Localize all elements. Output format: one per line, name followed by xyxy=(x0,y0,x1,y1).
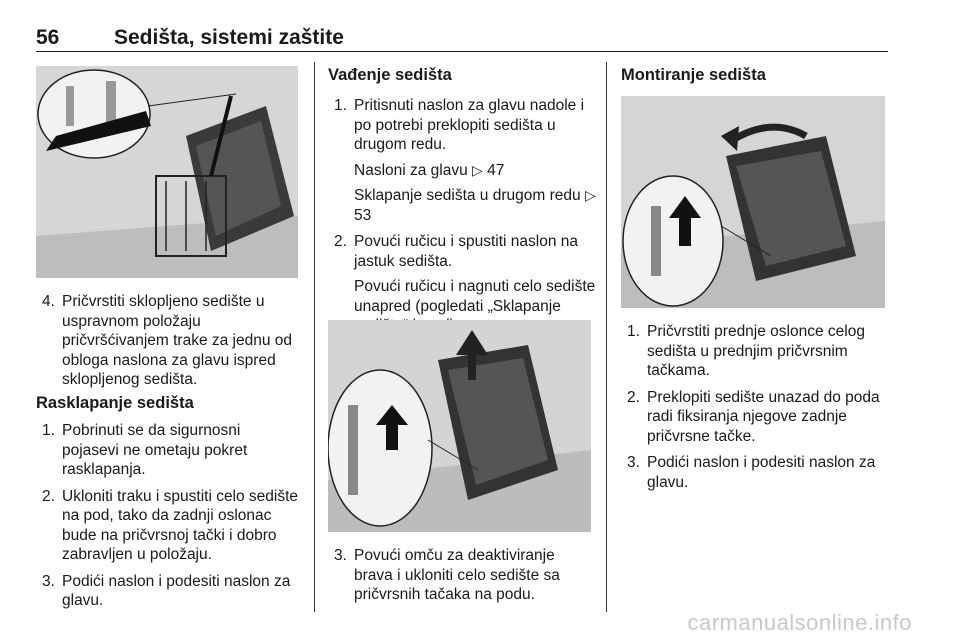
steps-remove-seat-continued xyxy=(334,546,596,612)
list-item xyxy=(627,322,889,381)
reference-text: Sklapanje sedišta u drugom redu xyxy=(354,187,581,204)
list-item xyxy=(42,487,300,565)
illustration-seat-strapped-upright xyxy=(36,66,298,278)
column-divider-right xyxy=(606,62,607,612)
steps-strap-seat xyxy=(42,292,300,397)
header-rule xyxy=(36,51,888,52)
step-note: Povući ručicu i nagnuti celo sedište unapred (pogledati „Sklapanje xyxy=(354,278,596,315)
page-reference-arrow-icon: ▷ xyxy=(472,161,483,178)
section-title-unfold: Rasklapanje sedišta xyxy=(36,394,194,412)
list-item xyxy=(627,453,889,492)
section-title-install: Montiranje sedišta xyxy=(621,66,766,84)
section-title-remove: Vađenje sedišta xyxy=(328,66,452,84)
step-text: Podići naslon i podesiti naslon za glavu. xyxy=(62,572,291,609)
reference-page: 53 xyxy=(354,206,372,224)
step-number: 3. xyxy=(627,454,640,471)
illustration-release-loop xyxy=(328,320,591,532)
list-item xyxy=(42,421,300,480)
steps-install-seat xyxy=(627,322,889,499)
step-text: Povući ručicu i spustiti naslon na jastuk sedišta. xyxy=(354,233,579,270)
page-number: 56 xyxy=(36,26,60,49)
step-number: 2. xyxy=(334,233,347,250)
page-header xyxy=(36,26,884,54)
step-text: Pričvrstiti prednje oslonce celog sedišta u prednjim pričvrsnim tačkama. xyxy=(647,323,865,379)
column-divider-left xyxy=(314,62,315,612)
step-text: Pritisnuti naslon za glavu nadole i po potrebi preklopiti sedišta u drugom redu. xyxy=(354,97,585,153)
step-text: Ukloniti traku i spustiti celo sedište na pod, tako da zadnji oslonac bude na pričvrsnoj tački i dobro zabravljen u položaju. xyxy=(62,487,299,563)
list-item xyxy=(627,388,889,447)
reference-text: Nasloni za glavu xyxy=(354,161,468,179)
step-number: 2. xyxy=(627,388,640,406)
list-item xyxy=(42,572,300,611)
watermark: carmanualsonline.info xyxy=(687,610,912,635)
step-number: 3. xyxy=(42,572,55,590)
cross-reference[interactable] xyxy=(354,161,596,181)
step-text: Preklopiti sedište unazad do poda radi fiksiranja njegove zadnje pričvrsne tačke. xyxy=(647,388,880,445)
steps-unfold-seat xyxy=(42,421,300,618)
step-number: 3. xyxy=(334,547,347,564)
step-number: 2. xyxy=(42,487,55,505)
steps-remove-seat xyxy=(334,96,596,343)
step-number: 1. xyxy=(627,323,640,340)
cross-reference[interactable] xyxy=(354,186,596,225)
step-text: Pobrinuti se da sigurnosni pojasevi ne ometaju pokret rasklapanja. xyxy=(62,422,248,478)
reference-page: 47 xyxy=(487,161,505,179)
step-text: Povući omču za deaktiviranje brava i ukloniti celo sedište sa pričvrsnih tačaka na podu. xyxy=(354,547,560,603)
step-number: 1. xyxy=(334,97,347,114)
step-text: Podići naslon i podesiti naslon za glavu. xyxy=(647,454,876,491)
step-number: 4. xyxy=(42,293,55,310)
list-item xyxy=(334,96,596,225)
list-item xyxy=(42,292,300,390)
illustration-install-seat xyxy=(621,96,885,308)
page-title: Sedišta, sistemi zaštite xyxy=(114,26,344,49)
step-number: 1. xyxy=(42,422,55,439)
list-item xyxy=(334,546,596,605)
page-reference-arrow-icon: ▷ xyxy=(584,187,596,203)
step-text: Pričvrstiti sklopljeno sedište u uspravnom položaju pričvršćivanjem trake za jednu od obloga naslona za glavu ispred sklopljenog sedišta. xyxy=(62,293,293,388)
